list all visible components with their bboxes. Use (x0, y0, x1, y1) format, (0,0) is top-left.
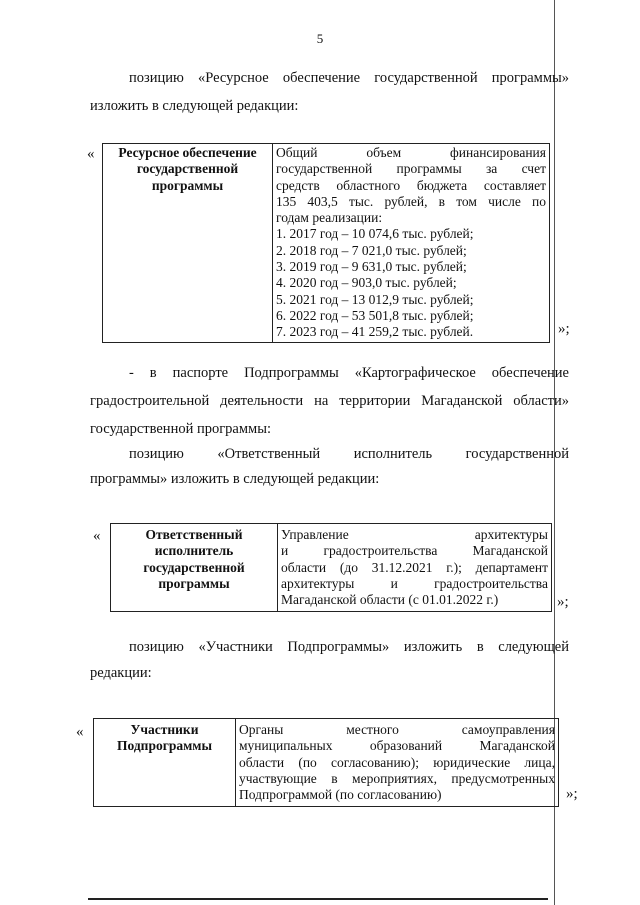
year-2021-amount: 5. 2021 год – 13 012,9 тыс. рублей; (276, 291, 474, 307)
year-2023-amount: 7. 2023 год – 41 259,2 тыс. рублей. (276, 324, 474, 340)
table-1-open-quote: « (87, 146, 95, 162)
bottom-rule (88, 898, 548, 900)
page-number: 5 (316, 31, 324, 46)
intro-4-line-2: редакции: (90, 665, 152, 681)
table-3-label: Участники Подпрограммы (94, 719, 236, 807)
para-2-line-3: государственной программы: (90, 421, 271, 437)
year-2020-amount: 4. 2020 год – 903,0 тыс. рублей; (276, 275, 457, 291)
table-2-label: Ответственный исполнитель государственной программы (111, 524, 278, 612)
table-2-value (278, 524, 552, 612)
table-2-open-quote: « (93, 528, 101, 544)
table-2-value-line: архитектуры и градостроительства (281, 575, 548, 591)
table-3 (93, 718, 559, 807)
table-3-value-line: области (по согласованию); юридические лица, (239, 754, 555, 770)
table-1-value-line: 135 403,5 тыс. рублей, в том числе по (276, 193, 546, 209)
table-1-close-quote: »; (558, 321, 570, 337)
table-1-value (273, 144, 550, 343)
para-2-line-1: - в паспорте Подпрограммы «Картографическое обеспечение (129, 365, 569, 381)
table-2-value-line: области (до 31.12.2021 г.); департамент (281, 559, 548, 575)
table-2-value-line: и градостроительства Магаданской (281, 543, 548, 559)
para-2-line-2: градостроительной деятельности на территории Магаданской области» (90, 393, 569, 409)
year-2018-amount: 2. 2018 год – 7 021,0 тыс. рублей; (276, 242, 467, 258)
table-1-value-line: Общий объем финансирования (276, 145, 546, 160)
intro-3-line-1: позицию «Ответственный исполнитель государственной (129, 446, 569, 462)
table-1-label: Ресурсное обеспечение государственной программы (103, 144, 273, 343)
intro-1-line-2: изложить в следующей редакции: (90, 98, 299, 114)
year-2019-amount: 3. 2019 год – 9 631,0 тыс. рублей; (276, 259, 467, 275)
year-2022-amount: 6. 2022 год – 53 501,8 тыс. рублей; (276, 307, 474, 323)
table-3-open-quote: « (76, 724, 84, 740)
table-3-value-line: муниципальных образований Магаданской (239, 738, 555, 754)
table-1-value-line: средств областного бюджета составляет (276, 177, 546, 193)
table-1-value-line: годам реализации: (276, 210, 383, 226)
table-2 (110, 523, 552, 612)
table-1 (102, 143, 550, 343)
intro-3-line-2: программы» изложить в следующей редакции: (90, 471, 380, 487)
table-2-value-line: Управление архитектуры (281, 527, 548, 542)
table-3-close-quote: »; (566, 786, 578, 802)
table-3-value (236, 719, 559, 807)
table-3-value-line: Органы местного самоуправления (239, 722, 555, 737)
table-2-close-quote: »; (557, 594, 569, 610)
intro-4-line-1: позицию «Участники Подпрограммы» изложить в следующей (129, 639, 569, 655)
table-3-value-line: участвующие в мероприятиях, предусмотренных (239, 770, 555, 786)
year-2017-amount: 1. 2017 год – 10 074,6 тыс. рублей; (276, 226, 474, 242)
intro-1-line-1: позицию «Ресурсное обеспечение государственной программы» (129, 70, 569, 86)
table-1-value-line: государственной программы за счет (276, 161, 546, 177)
table-3-value-line: Подпрограммой (по согласованию) (239, 787, 442, 803)
table-2-value-line: Магаданской области (с 01.01.2022 г.) (281, 592, 499, 608)
